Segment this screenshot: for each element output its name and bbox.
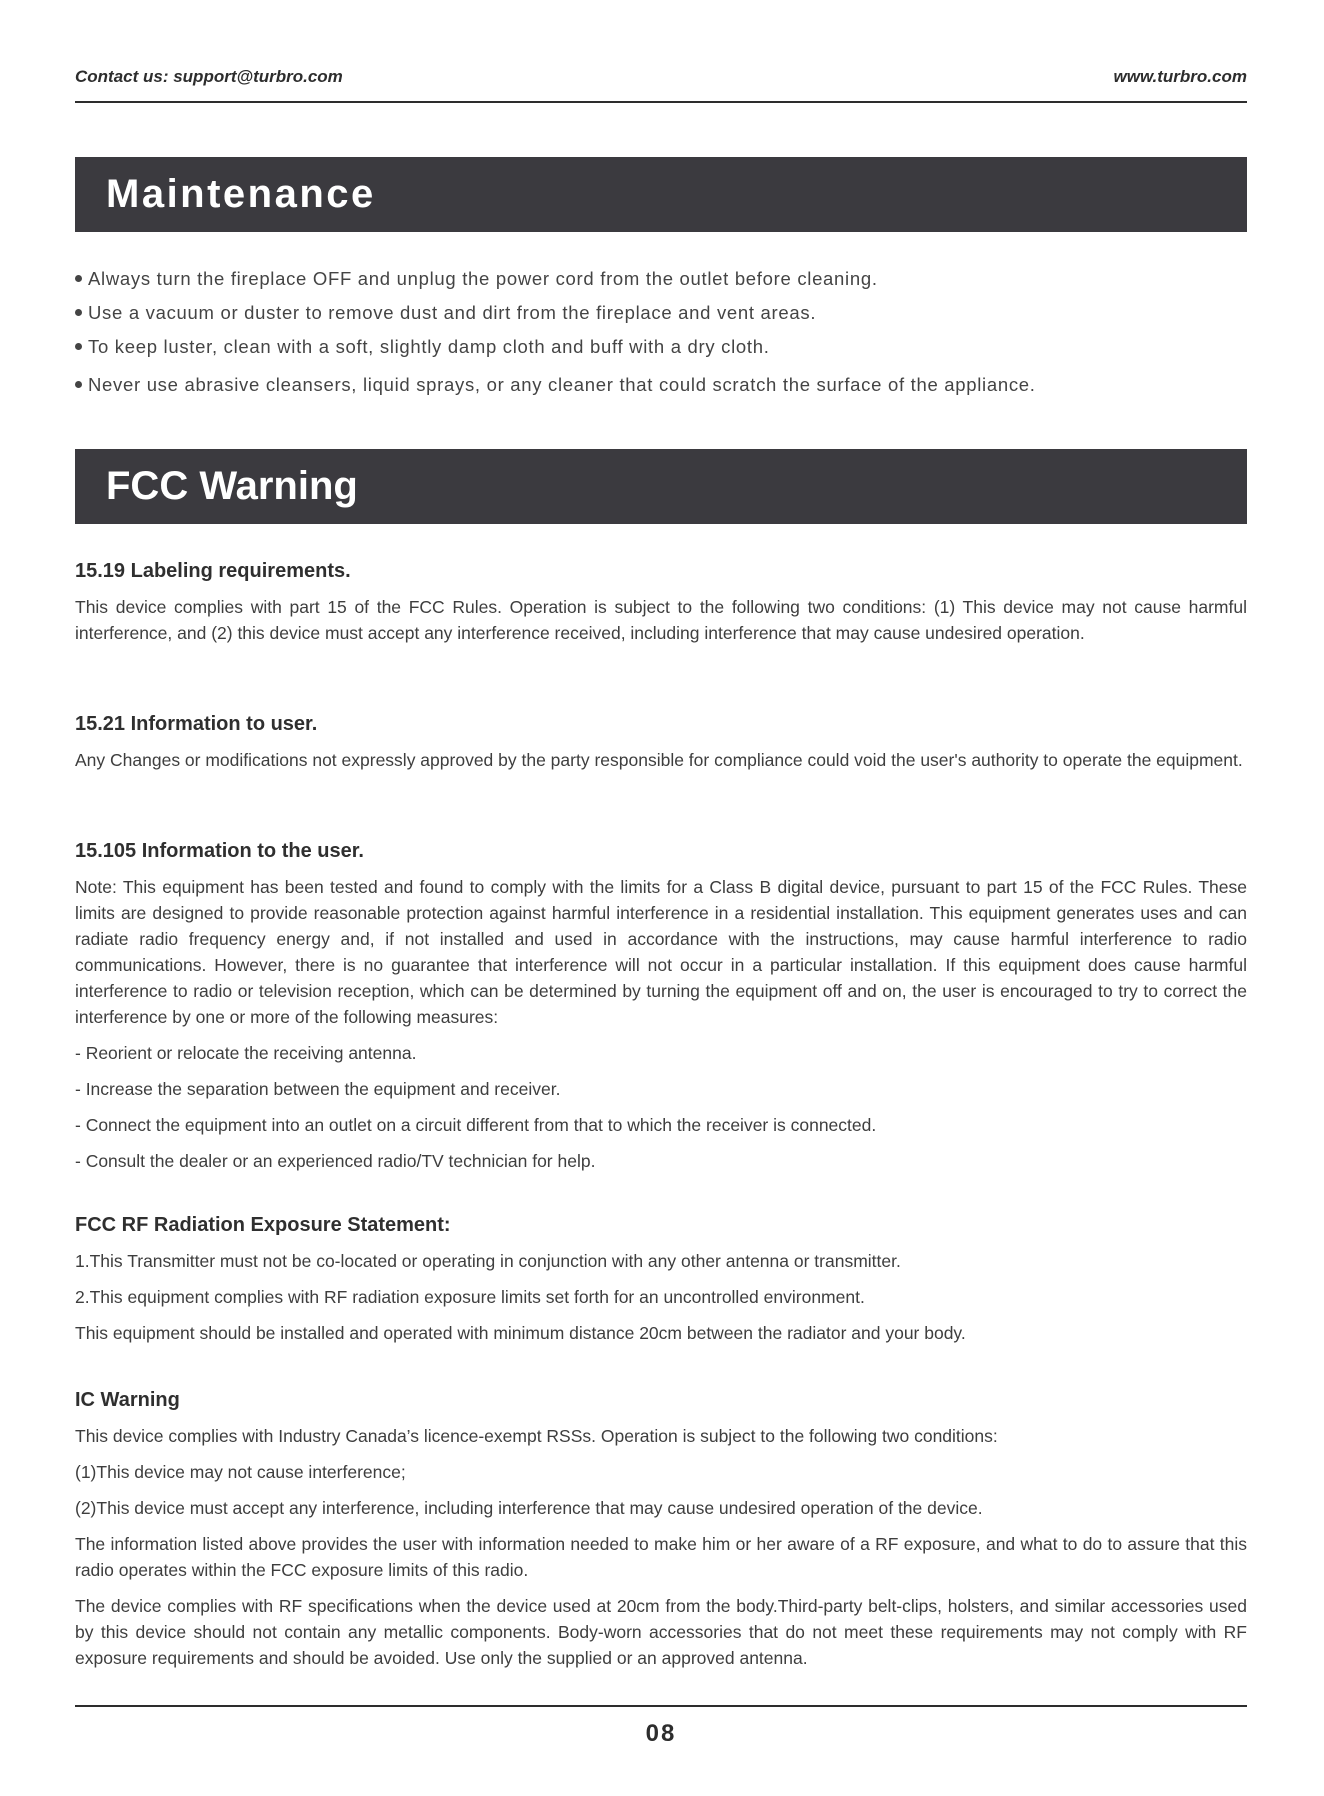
section-15-105 — [75, 838, 1247, 1174]
ic-paragraph: The device complies with RF specifications when the device used at 20cm from the body.Third-party belt-clips, holsters, and similar accessories used by this device should not contain any metallic components. Body-worn accessories that do not meet these requirements may not comply with RF exposure requirements and should be avoided. Use only the supplied or an approved antenna. — [75, 1596, 1247, 1668]
measure-item: - Consult the dealer or an experienced radio/TV technician for help. — [75, 1151, 596, 1171]
list-item: Never use abrasive cleansers, liquid sprays, or any cleaner that could scratch the surface of the appliance. — [75, 374, 1036, 396]
manual-page — [75, 0, 1247, 1796]
bullet-icon — [75, 275, 82, 282]
rf-line: This equipment should be installed and operated with minimum distance 20cm between the radiator and your body. — [75, 1323, 966, 1343]
website-url: www.turbro.com — [1113, 67, 1247, 86]
section-text: This device complies with part 15 of the FCC Rules. Operation is subject to the following two conditions: (1) This device may not cause harmful interference, and (2) this device must accept any interference received, including interference that may cause undesired operation. — [75, 597, 1247, 643]
rf-line: 1.This Transmitter must not be co-located or operating in conjunction with any other antenna or transmitter. — [75, 1251, 901, 1271]
rf-line: 2.This equipment complies with RF radiation exposure limits set forth for an uncontrolled environment. — [75, 1287, 865, 1307]
bullet-icon — [75, 343, 82, 350]
page-header — [75, 67, 1247, 89]
header-rule — [75, 101, 1247, 103]
maintenance-banner: Maintenance — [75, 157, 1247, 232]
section-heading: 15.21 Information to user. — [75, 713, 318, 735]
list-item: Always turn the fireplace OFF and unplug the power cord from the outlet before cleaning. — [75, 268, 878, 290]
section-heading: 15.105 Information to the user. — [75, 840, 364, 862]
measure-item: - Connect the equipment into an outlet on a circuit different from that to which the receiver is connected. — [75, 1115, 877, 1135]
ic-line: (1)This device may not cause interference; — [75, 1462, 406, 1482]
section-heading: FCC RF Radiation Exposure Statement: — [75, 1214, 451, 1236]
bullet-icon — [75, 309, 82, 316]
ic-line: This device complies with Industry Canada’s licence-exempt RSSs. Operation is subject to the following two conditions: — [75, 1426, 998, 1446]
contact-email: Contact us: support@turbro.com — [75, 67, 343, 86]
list-item: To keep luster, clean with a soft, slightly damp cloth and buff with a dry cloth. — [75, 336, 770, 358]
section-15-19 — [75, 558, 1247, 646]
measure-item: - Reorient or relocate the receiving antenna. — [75, 1043, 417, 1063]
section-text: Any Changes or modifications not expressly approved by the party responsible for compliance could void the user's authority to operate the equipment. — [75, 750, 1243, 770]
rf-exposure-section — [75, 1212, 1247, 1346]
section-heading: 15.19 Labeling requirements. — [75, 560, 351, 582]
section-text: Note: This equipment has been tested and found to comply with the limits for a Class B digital device, pursuant to part 15 of the FCC Rules. These limits are designed to provide reasonable protection against harmful interference in a residential installation. This equipment generates uses and can radiate radio frequency energy and, if not installed and used in accordance with the instructions, may cause harmful interference to radio communications. However, there is no guarantee that interference will not occur in a particular installation. If this equipment does cause harmful interference to radio or television reception, which can be determined by turning the equipment off and on, the user is encouraged to try to correct the interference by one or more of the following measures: — [75, 877, 1247, 1027]
list-item: Use a vacuum or duster to remove dust and dirt from the fireplace and vent areas. — [75, 302, 816, 324]
measure-item: - Increase the separation between the equipment and receiver. — [75, 1079, 561, 1099]
ic-line: (2)This device must accept any interference, including interference that may cause undesired operation of the device. — [75, 1498, 983, 1518]
page-number: 08 — [645, 1720, 677, 1747]
footer-rule — [75, 1705, 1247, 1707]
section-heading: IC Warning — [75, 1389, 180, 1411]
section-15-21 — [75, 711, 1247, 773]
bullet-icon — [75, 381, 82, 388]
ic-paragraph: The information listed above provides the user with information needed to make him or her aware of a RF exposure, and what to do to assure that this radio operates within the FCC exposure limits of this radio. — [75, 1534, 1247, 1580]
ic-warning-section — [75, 1387, 1247, 1671]
fcc-warning-banner: FCC Warning — [75, 449, 1247, 524]
